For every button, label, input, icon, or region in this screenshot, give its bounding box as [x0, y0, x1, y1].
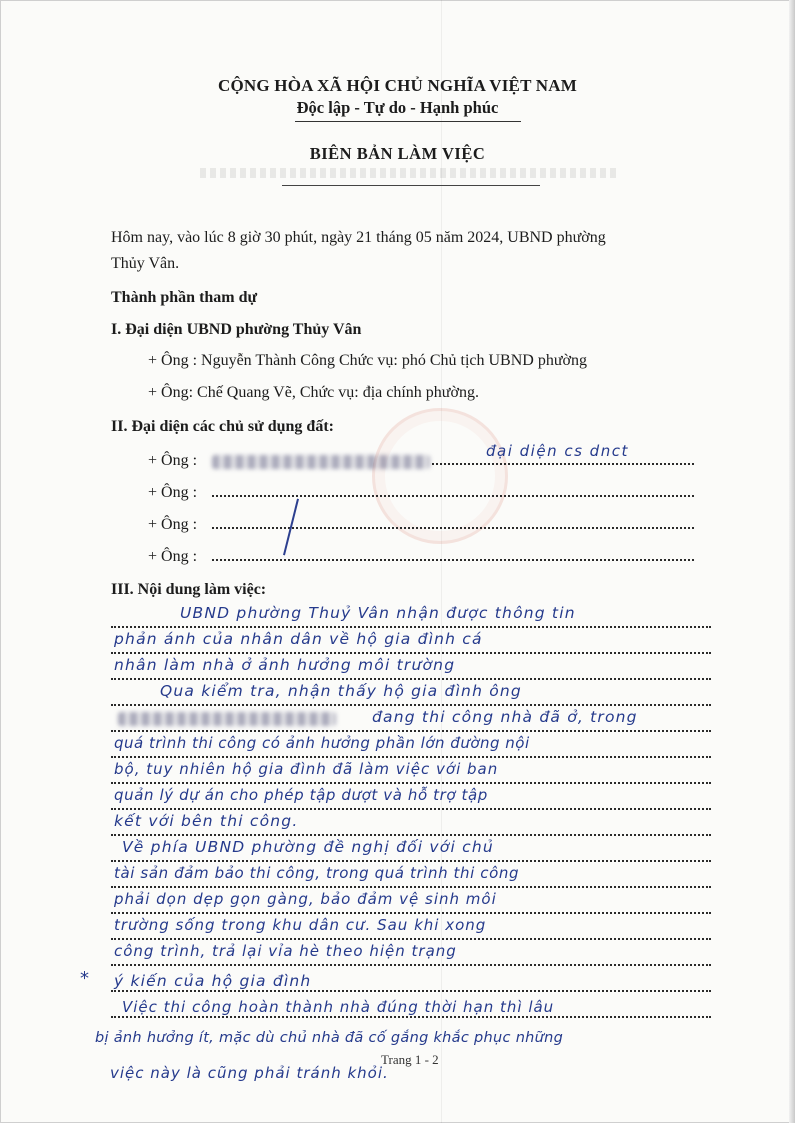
handwritten-line: Qua kiểm tra, nhận thấy hộ gia đình ông — [160, 682, 522, 700]
ruled-line — [111, 677, 711, 680]
handwritten-line: Việc thi công hoàn thành nhà đúng thời hạn thì lâu — [122, 998, 555, 1016]
official-1: + Ông : Nguyễn Thành Công Chức vụ: phó Chủ tịch UBND phường — [148, 352, 587, 369]
landowner-prefix-2: + Ông : — [148, 484, 198, 501]
handwritten-line: ý kiến của hộ gia đình — [114, 972, 312, 990]
handwritten-line: quá trình thi công có ảnh hưởng phần lớn đường nội — [114, 734, 530, 752]
handwritten-line: tài sản đảm bảo thi công, trong quá trình thi công — [114, 864, 520, 882]
redacted-name — [212, 455, 430, 469]
handwritten-line: việc này là cũng phải tránh khỏi. — [110, 1064, 389, 1082]
intro-line-2: Thủy Vân. — [111, 255, 180, 272]
ruled-line — [111, 833, 711, 836]
ruled-line — [111, 781, 711, 784]
fill-line — [212, 494, 694, 497]
ruled-line — [111, 755, 711, 758]
handwritten-line: đang thi công nhà đã ở, trong — [372, 708, 638, 726]
intro-line-1: Hôm nay, vào lúc 8 giờ 30 phút, ngày 21 tháng 05 năm 2024, UBND phường — [111, 229, 606, 246]
landowner-prefix-1: + Ông : — [148, 452, 198, 469]
motto-underline — [295, 121, 521, 122]
handwritten-line: phải dọn dẹp gọn gàng, bảo đảm vệ sinh môi — [114, 890, 497, 908]
fill-line — [432, 462, 694, 465]
handwritten-line: công trình, trả lại vỉa hè theo hiện trạng — [114, 942, 457, 960]
handwritten-line: bị ảnh hưởng ít, mặc dù chủ nhà đã cố gắng khắc phục những — [95, 1030, 564, 1046]
page-number: Trang 1 - 2 — [381, 1052, 439, 1067]
handwritten-line: nhân làm nhà ở ảnh hưởng môi trường — [114, 656, 456, 674]
handwritten-line: phản ánh của nhân dân về hộ gia đình cá — [114, 630, 483, 648]
official-2: + Ông: Chế Quang Vẽ, Chức vụ: địa chính phường. — [148, 384, 479, 401]
section-2-heading: II. Đại diện các chủ sử dụng đất: — [111, 418, 334, 435]
participants-heading: Thành phần tham dự — [111, 289, 258, 306]
margin-asterisk: * — [80, 968, 91, 989]
landowner-prefix-3: + Ông : — [148, 516, 198, 533]
ruled-line — [111, 963, 711, 966]
ruled-line — [111, 885, 711, 888]
ruled-line — [111, 703, 711, 706]
document-title: BIÊN BẢN LÀM VIỆC — [309, 144, 486, 163]
ruled-line — [111, 937, 711, 940]
fill-line — [212, 526, 694, 529]
ruled-line — [111, 625, 711, 628]
handwritten-line: Về phía UBND phường đề nghị đối với chủ — [122, 838, 494, 856]
title-underline — [282, 185, 540, 186]
handwritten-line: trường sống trong khu dân cư. Sau khi xong — [114, 916, 487, 934]
handwritten-note: đại diện cs dnct — [486, 442, 629, 460]
handwritten-line: kết với bên thi công. — [114, 812, 299, 830]
page-edge-shadow — [789, 0, 795, 1123]
faded-text-line — [200, 168, 620, 178]
ruled-line — [111, 859, 711, 862]
ruled-line — [111, 911, 711, 914]
handwritten-line: quản lý dự án cho phép tập dượt và hỗ trợ tập — [114, 786, 488, 804]
redacted-name — [118, 712, 336, 726]
landowner-prefix-4: + Ông : — [148, 548, 198, 565]
fill-line — [212, 558, 694, 561]
ruled-line — [111, 651, 711, 654]
motto: Độc lập - Tự do - Hạnh phúc — [296, 98, 499, 117]
handwritten-line: UBND phường Thuỷ Vân nhận được thông tin — [180, 604, 576, 622]
ruled-line — [111, 807, 711, 810]
ruled-line — [111, 729, 711, 732]
section-1-heading: I. Đại diện UBND phường Thủy Vân — [111, 321, 362, 338]
republic-header: CỘNG HÒA XÃ HỘI CHỦ NGHĨA VIỆT NAM — [218, 76, 577, 95]
stamp-seal — [372, 408, 508, 544]
handwritten-line: bộ, tuy nhiên hộ gia đình đã làm việc với ban — [114, 760, 499, 778]
section-3-heading: III. Nội dung làm việc: — [111, 581, 267, 598]
